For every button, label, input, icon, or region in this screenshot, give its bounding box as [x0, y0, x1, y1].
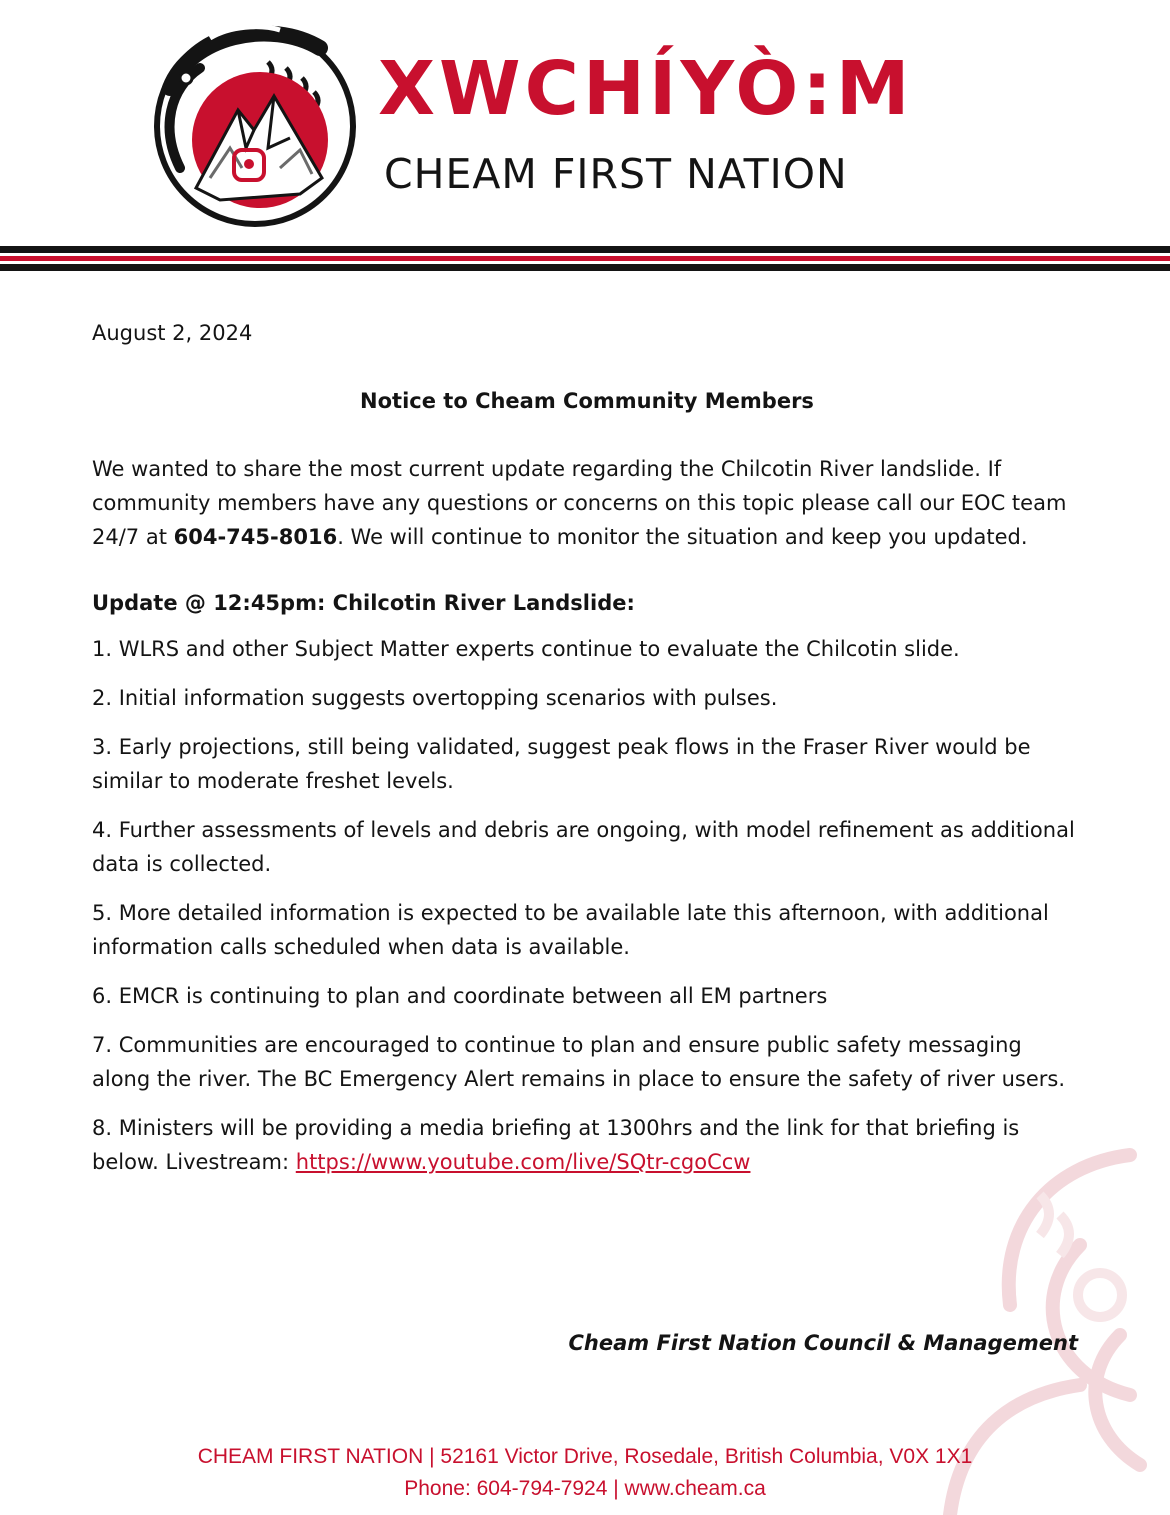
header-divider-accent — [0, 256, 1170, 261]
footer-contact: Phone: 604-794-7924 | www.cheam.ca — [404, 1477, 766, 1500]
update-heading: Update @ 12:45pm: Chilcotin River Landslide: — [92, 591, 635, 615]
intro-paragraph — [92, 452, 1082, 554]
list-item: 6. EMCR is continuing to plan and coordinate between all EM partners — [92, 984, 828, 1008]
update-list — [92, 632, 1082, 1179]
eoc-phone-number: 604-745-8016 — [173, 525, 338, 549]
signature: Cheam First Nation Council & Management — [568, 1331, 1078, 1355]
letter-date: August 2, 2024 — [92, 321, 253, 345]
list-item: 7. Communities are encouraged to continue to plan and ensure public safety messaging along the river. The BC Emergency Alert remains in place to ensure the safety of river users. — [92, 1033, 1066, 1091]
list-item: 2. Initial information suggests overtopping scenarios with pulses. — [92, 686, 778, 710]
header-divider — [0, 264, 1170, 271]
nation-english-name: CHEAM FIRST NATION — [384, 150, 848, 198]
list-item: 4. Further assessments of levels and debris are ongoing, with model refinement as additional data is collected. — [92, 818, 1075, 876]
list-item: 1. WLRS and other Subject Matter experts continue to evaluate the Chilcotin slide. — [92, 637, 960, 661]
list-item — [92, 1111, 1082, 1179]
list-item: 5. More detailed information is expected to be available late this afternoon, with additional information calls scheduled when data is available. — [92, 901, 1049, 959]
livestream-link[interactable]: https://www.youtube.com/live/SQtr-cgoCcw — [295, 1150, 751, 1174]
footer-address: CHEAM FIRST NATION | 52161 Victor Drive, Rosedale, British Columbia, V0X 1X1 — [197, 1445, 973, 1468]
list-item: 3. Early projections, still being validated, suggest peak flows in the Fraser River would be similar to moderate freshet levels. — [92, 735, 1031, 793]
notice-title: Notice to Cheam Community Members — [360, 389, 814, 413]
cheam-emblem-icon — [150, 18, 360, 228]
nation-native-name: XWCHÍYÒ:M — [378, 46, 914, 132]
intro-text-end: . We will continue to monitor the situation and keep you updated. — [337, 525, 1028, 549]
footer — [0, 1441, 1170, 1505]
header-divider — [0, 246, 1170, 253]
intro-text: We wanted to share the most current update regarding the Chilcotin River landslide. If community members have any questions or concerns on this topic please call our EOC team 24/7 at — [92, 457, 1067, 549]
list-item-text: 8. Ministers will be providing a media briefing at 1300hrs and the link for that briefing is below. Livestream: — [92, 1116, 1020, 1174]
letterhead — [0, 0, 1170, 275]
letter-body — [92, 316, 1082, 1194]
